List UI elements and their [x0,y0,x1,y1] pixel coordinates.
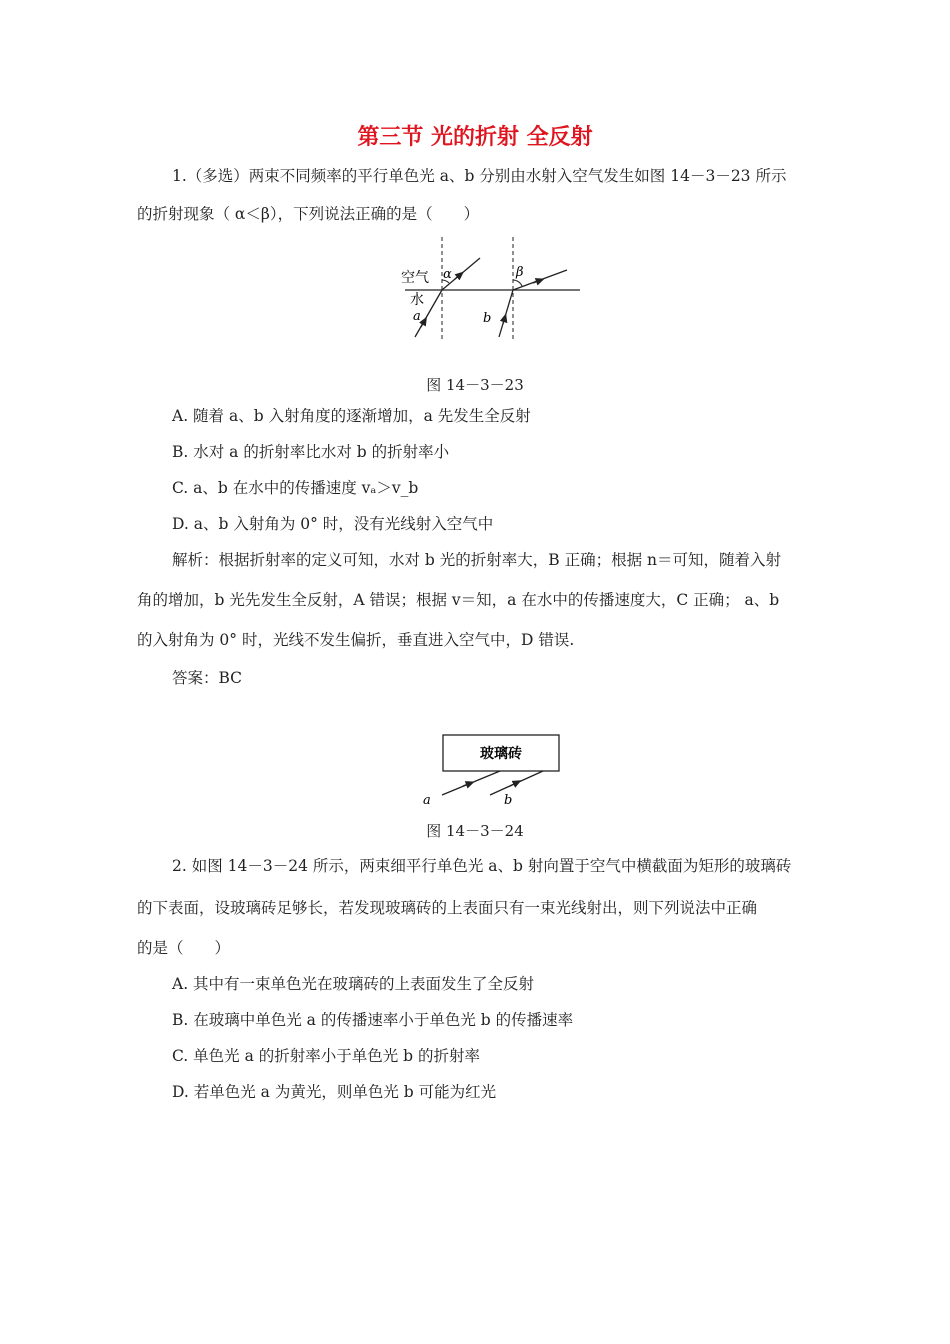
label-a: a [423,793,431,808]
q2-option-b: B. 在玻璃中单色光 a 的传播速率小于单色光 b 的传播速率 [172,1011,574,1029]
label-air: 空气 [401,270,429,286]
page-title: 第三节 光的折射 全反射 [357,125,593,150]
label-b: b [504,793,513,808]
q1-stem-line2: 的折射现象（ α＜β），下列说法正确的是（ ） [137,205,480,223]
q1-analysis-line2: 角的增加，b 光先发生全反射，A 错误；根据 v＝知，a 在水中的传播速度大，C 正确； a、b [137,591,780,609]
q2-option-c: C. 单色光 a 的折射率小于单色光 b 的折射率 [172,1047,481,1065]
figure-14-3-23-caption: 图 14－3－23 [426,376,524,394]
figure-14-3-24 [415,730,565,810]
q1-option-b: B. 水对 a 的折射率比水对 b 的折射率小 [172,443,450,461]
label-water: 水 [410,292,424,308]
label-alpha: α [443,267,452,282]
q1-analysis-line1: 解析：根据折射率的定义可知，水对 b 光的折射率大，B 正确；根据 n＝可知，随着入射 [172,551,782,569]
q2-option-a: A. 其中有一束单色光在玻璃砖的上表面发生了全反射 [172,975,535,993]
q2-stem-line1: 2. 如图 14－3－24 所示，两束细平行单色光 a、b 射向置于空气中横截面为矩形的玻璃砖 [172,857,792,875]
q1-answer: 答案：BC [172,669,243,687]
label-b: b [483,311,492,326]
q1-analysis-line3: 的入射角为 0° 时，光线不发生偏折，垂直进入空气中，D 错误. [137,631,575,649]
ray-b-water [499,290,513,337]
label-beta: β [516,265,524,280]
q2-stem-line2: 的下表面，设玻璃砖足够长，若发现玻璃砖的上表面只有一束光线射出，则下列说法中正确 [137,899,758,917]
figure-14-3-23 [395,232,590,347]
q1-option-c: C. a、b 在水中的传播速度 vₐ＞v_b [172,479,419,497]
figure-14-3-24-caption: 图 14－3－24 [426,822,524,840]
q1-stem-line1: 1.（多选）两束不同频率的平行单色光 a、b 分别由水射入空气发生如图 14－3－23 所示 [172,167,787,185]
q1-option-a: A. 随着 a、b 入射角度的逐渐增加，a 先发生全反射 [172,407,531,425]
q1-option-d: D. a、b 入射角为 0° 时，没有光线射入空气中 [172,515,494,533]
q2-stem-line3: 的是（ ） [137,939,231,957]
label-a: a [413,309,421,324]
q2-option-d: D. 若单色光 a 为黄光，则单色光 b 可能为红光 [172,1083,497,1101]
label-glass: 玻璃砖 [480,746,522,762]
